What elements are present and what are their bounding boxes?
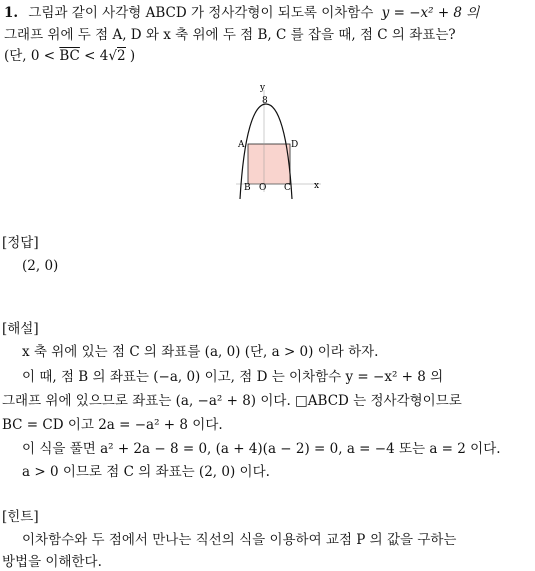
hint-line-1: 이차함수와 두 점에서 만나는 직선의 식을 이용하여 교점 P 의 값을 구하는 — [22, 532, 457, 548]
problem-line-2: 그래프 위에 두 점 A, D 와 x 축 위에 두 점 B, C 를 잡을 때, 점 C 의 좌표는? — [4, 27, 456, 43]
origin-label: O — [259, 183, 267, 193]
solution-heading: [해설] — [2, 321, 39, 337]
answer-heading: [정답] — [2, 235, 39, 251]
problem-condition-bc: $\overline{BC}$ — [59, 48, 80, 64]
problem-number: 1. — [4, 5, 19, 21]
problem-text-1: 그림과 같이 사각형 ABCD 가 정사각형이 되도록 이차함수 — [28, 5, 374, 21]
solution-line-4: BC = CD 이고 2a = −a² + 8 이다. — [2, 417, 223, 433]
square-abcd — [248, 144, 290, 184]
solution-line-5: 이 식을 풀면 a² + 2a − 8 = 0, (a + 4)(a − 2) = 0, a = −4 또는 a = 2 이다. — [22, 441, 501, 457]
y-intercept-label: 8 — [262, 96, 268, 106]
problem-condition-b: < 4 — [79, 48, 109, 64]
problem-line-3 — [4, 47, 135, 65]
answer-value: (2, 0) — [22, 258, 59, 274]
solution-line-3: 그래프 위에 있으므로 좌표는 (a, −a² + 8) 이다. □ABCD 는 정사각형이므로 — [2, 393, 462, 409]
hint-line-2: 방법을 이해한다. — [2, 554, 102, 570]
solution-line-2: 이 때, 점 B 의 좌표는 (−a, 0) 이고, 점 D 는 이차함수 y = −x² + 8 의 — [22, 369, 444, 385]
point-b-label: B — [244, 183, 251, 193]
problem-equation: y = −x² + 8 의 — [381, 5, 480, 21]
sqrt-symbol: √ — [108, 48, 117, 64]
problem-condition-a: (단, 0 < — [4, 48, 60, 64]
problem-condition-sqrt: 2 — [116, 48, 126, 64]
y-axis-label: y — [260, 83, 266, 93]
point-a-label: A — [238, 140, 245, 150]
solution-line-6: a > 0 이므로 점 C 의 좌표는 (2, 0) 이다. — [22, 464, 270, 480]
point-d-label: D — [291, 140, 299, 150]
point-c-label: C — [284, 183, 291, 193]
hint-heading: [힌트] — [2, 509, 39, 525]
x-axis-label: x — [314, 181, 320, 191]
solution-line-1: x 축 위에 있는 점 C 의 좌표를 (a, 0) (단, a > 0) 이라 하자. — [22, 344, 379, 360]
problem-condition-c: ) — [125, 48, 136, 64]
parabola-figure — [236, 82, 326, 207]
problem-line-1 — [4, 4, 479, 22]
